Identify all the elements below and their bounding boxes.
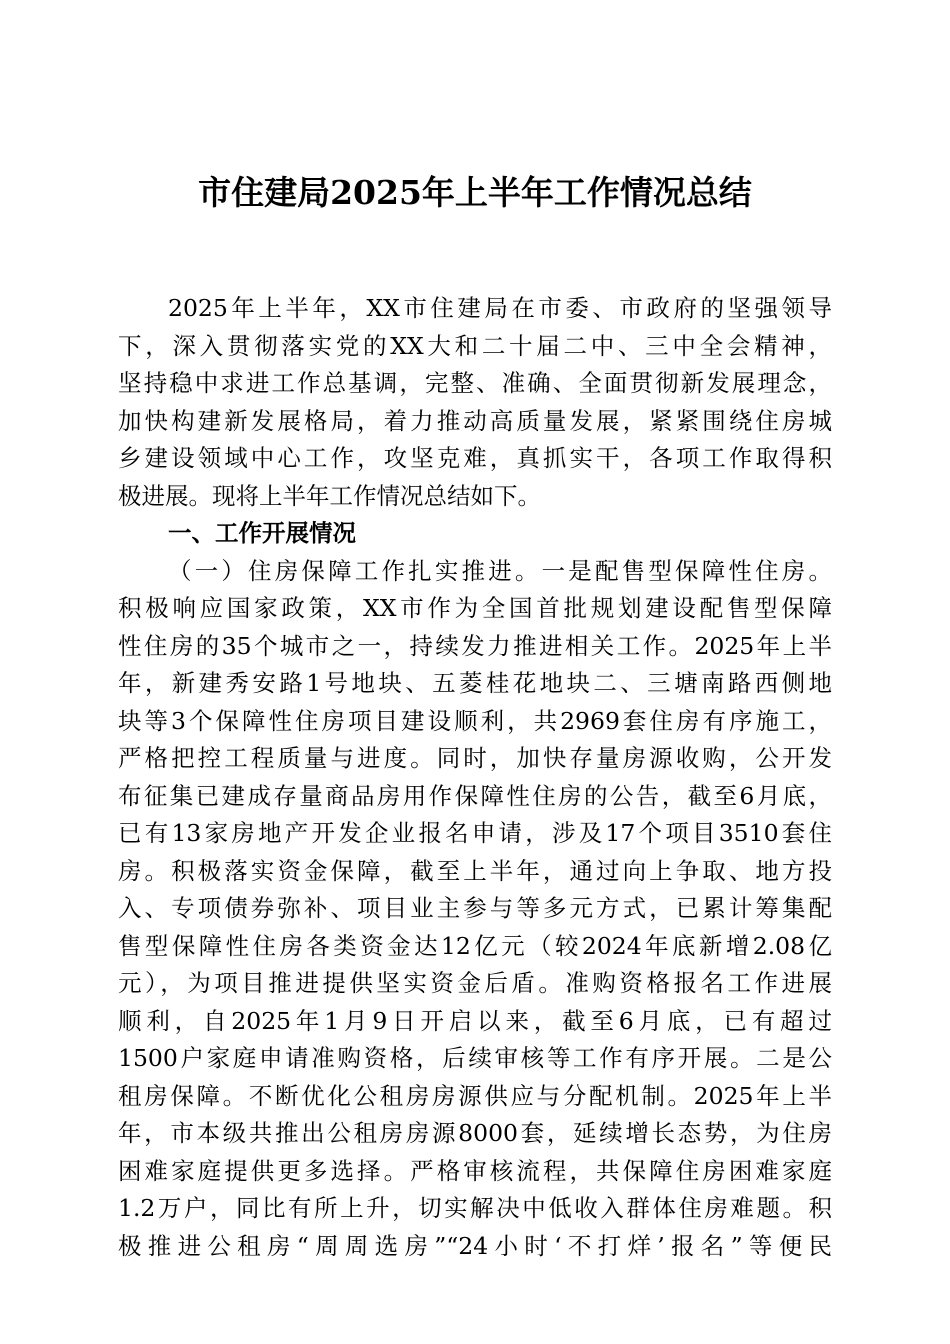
paragraph-line: 租房保障。不断优化公租房房源供应与分配机制。2025年上半 — [118, 1081, 832, 1110]
paragraph-line: 下，深入贯彻落实党的XX大和二十届二中、三中全会精神， — [118, 331, 832, 360]
section-heading: 一、工作开展情况 — [168, 519, 356, 547]
document-title: 市住建局2025年上半年工作情况总结 — [198, 173, 752, 212]
paragraph-line: 加快构建新发展格局，着力推动高质量发展，紧紧围绕住房城 — [118, 406, 832, 435]
paragraph-line: 块等3个保障性住房项目建设顺利，共2969套住房有序施工， — [118, 706, 832, 735]
paragraph-line: 元），为项目推进提供坚实资金后盾。准购资格报名工作进展 — [118, 969, 832, 997]
document-body — [118, 290, 832, 1265]
paragraph-line: 顺利，自2025年1月9日开启以来，截至6月底，已有超过 — [118, 1006, 832, 1035]
paragraph-line: 1500户家庭申请准购资格，后续审核等工作有序开展。二是公 — [118, 1044, 832, 1072]
paragraph-line: 坚持稳中求进工作总基调，完整、准确、全面贯彻新发展理念， — [118, 369, 832, 397]
paragraph-line: 布征集已建成存量商品房用作保障性住房的公告，截至6月底， — [118, 781, 832, 810]
paragraph-line: 积极响应国家政策，XX市作为全国首批规划建设配售型保障 — [118, 594, 832, 622]
paragraph-line: 年，市本级共推出公租房房源8000套，延续增长态势，为住房 — [118, 1119, 832, 1147]
paragraph-line: 困难家庭提供更多选择。严格审核流程，共保障住房困难家庭 — [118, 1156, 832, 1185]
paragraph-line: 严格把控工程质量与进度。同时，加快存量房源收购，公开发 — [118, 744, 832, 772]
paragraph-line: 年，新建秀安路1号地块、五菱桂花地块二、三塘南路西侧地 — [118, 669, 832, 697]
paragraph-line: 房。积极落实资金保障，截至上半年，通过向上争取、地方投 — [118, 856, 832, 885]
paragraph-line: 乡建设领域中心工作，攻坚克难，真抓实干，各项工作取得积 — [118, 444, 832, 472]
paragraph-line: 入、专项债券弥补、项目业主参与等多元方式，已累计筹集配 — [118, 894, 832, 922]
paragraph-line: 售型保障性住房各类资金达12亿元（较2024年底新增2.08亿 — [118, 931, 832, 960]
paragraph-line: 2025年上半年，XX市住建局在市委、市政府的坚强领导 — [168, 294, 832, 322]
paragraph-line: 已有13家房地产开发企业报名申请，涉及17个项目3510套住 — [118, 819, 832, 847]
paragraph-line: 极推进公租房“周周选房”“24小时‘不打烊’报名”等便民 — [118, 1231, 832, 1260]
paragraph-line: 极进展。现将上半年工作情况总结如下。 — [118, 481, 541, 510]
paragraph-line: 1.2万户，同比有所上升，切实解决中低收入群体住房难题。积 — [118, 1194, 832, 1222]
paragraph-line: 性住房的35个城市之一，持续发力推进相关工作。2025年上半 — [118, 631, 832, 660]
paragraph-line: （一）住房保障工作扎实推进。一是配售型保障性住房。 — [168, 556, 832, 585]
